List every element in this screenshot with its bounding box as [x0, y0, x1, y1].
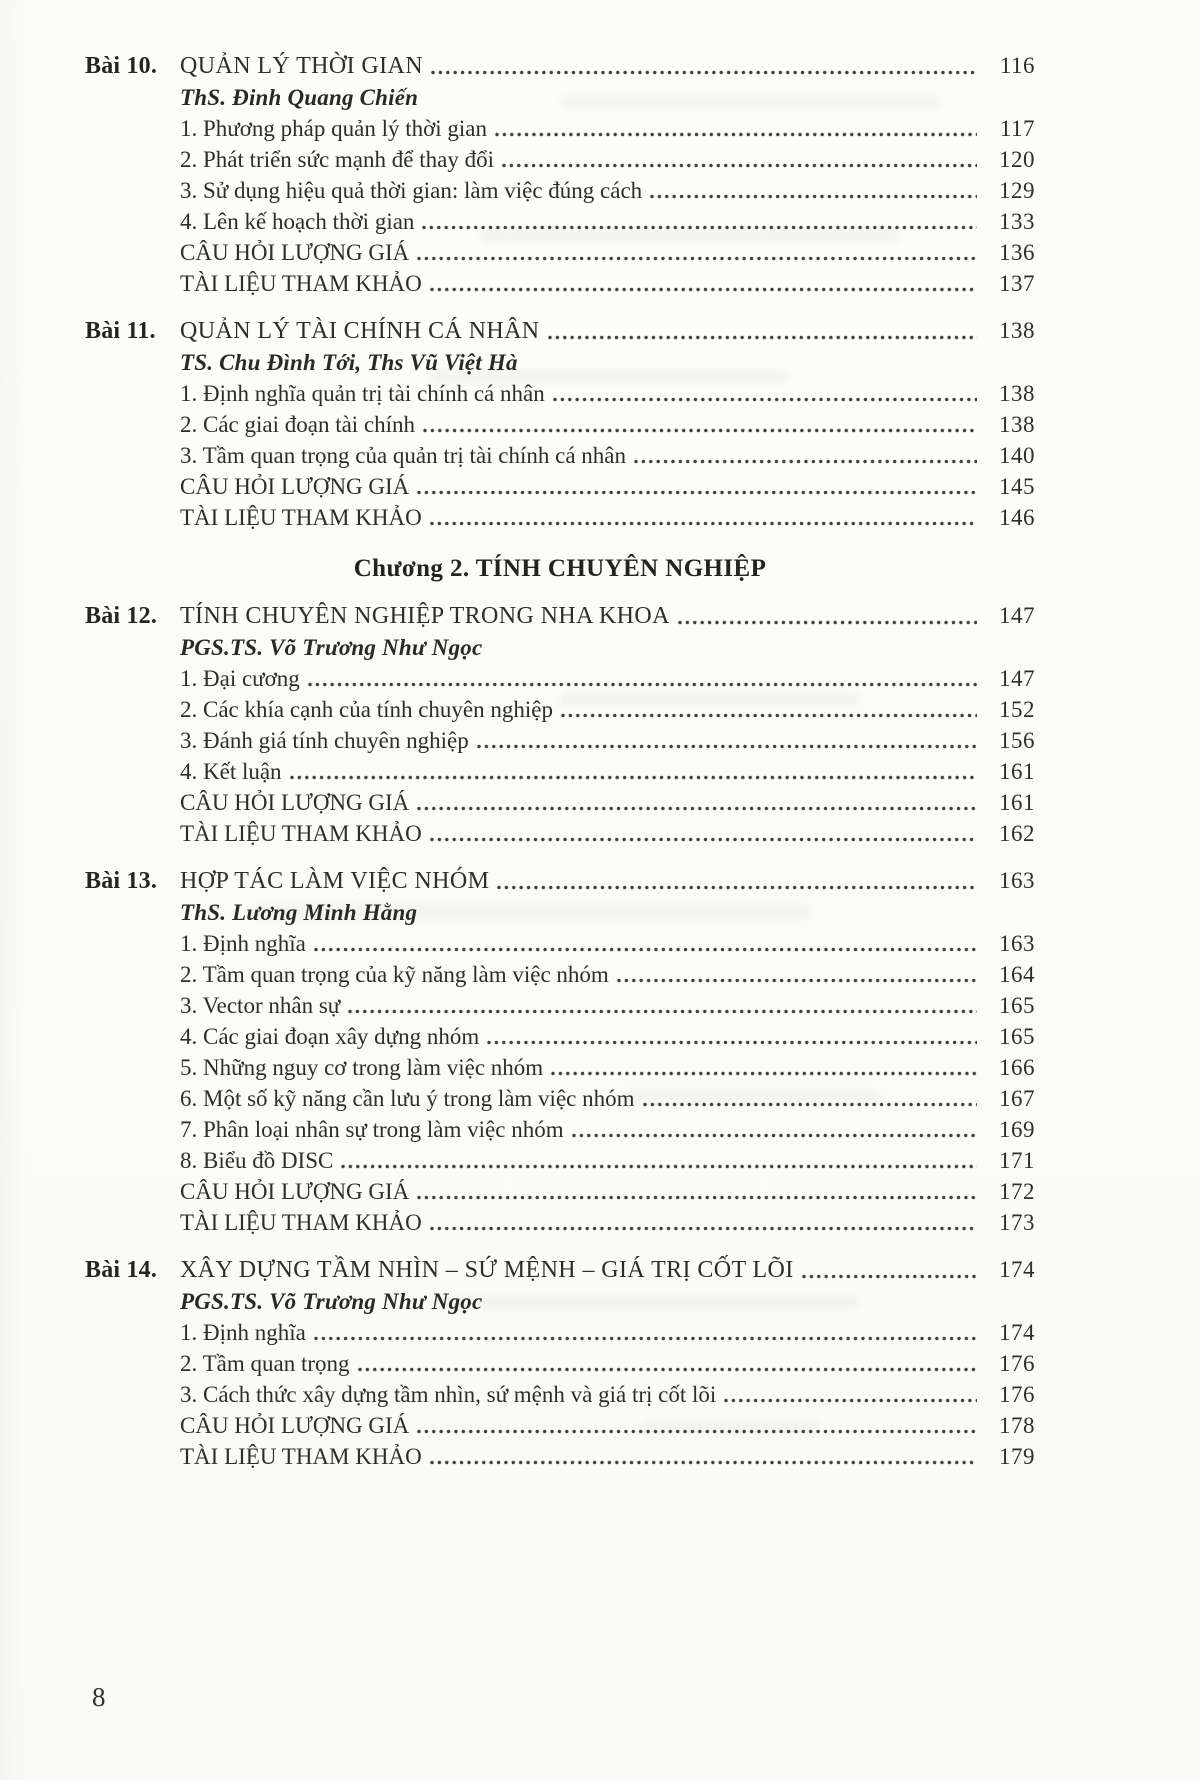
toc-item-entry — [85, 725, 1035, 756]
toc-item-entry — [85, 694, 1035, 725]
dot-leader — [430, 1459, 977, 1466]
page-number: 138 — [999, 318, 1035, 343]
lesson-label: Bài 10. — [85, 53, 158, 79]
dot-leader — [308, 681, 977, 688]
toc-item-entry — [85, 440, 1035, 471]
dot-leader — [314, 1335, 977, 1342]
toc-lesson-entry — [85, 315, 1035, 347]
toc-item-entry — [85, 471, 1035, 502]
toc-lesson-entry — [85, 50, 1035, 82]
toc-item-entry — [85, 1114, 1035, 1145]
item-text: 8. Biểu đồ DISC — [180, 1148, 334, 1173]
page-number: 169 — [999, 1117, 1035, 1142]
author-line: PGS.TS. Võ Trương Như Ngọc — [180, 635, 483, 660]
item-text: 3. Đánh giá tính chuyên nghiệp — [180, 728, 469, 753]
lesson-title: HỢP TÁC LÀM VIỆC NHÓM — [180, 868, 490, 894]
page-number: 173 — [999, 1210, 1035, 1235]
dot-leader — [678, 619, 977, 626]
page-number: 145 — [999, 474, 1035, 499]
item-text: 1. Định nghĩa — [180, 931, 306, 956]
toc-item-entry — [85, 663, 1035, 694]
item-text: 1. Định nghĩa — [180, 1320, 306, 1345]
item-text: 3. Tầm quan trọng của quản trị tài chính cá nhân — [180, 443, 627, 468]
item-text: 2. Tầm quan trọng của kỹ năng làm việc nhóm — [180, 962, 609, 987]
item-text: TÀI LIỆU THAM KHẢO — [180, 1444, 422, 1469]
dot-leader — [724, 1397, 977, 1404]
page-number: 137 — [999, 271, 1035, 296]
toc-item-entry — [85, 1021, 1035, 1052]
page-number: 178 — [999, 1413, 1035, 1438]
toc-item-entry — [85, 787, 1035, 818]
dot-leader — [553, 396, 977, 403]
page-number: 146 — [999, 505, 1035, 530]
dot-leader — [423, 427, 977, 434]
page-number: 166 — [999, 1055, 1035, 1080]
toc-item-entry — [85, 1410, 1035, 1441]
toc-item-entry — [85, 175, 1035, 206]
page-number: 167 — [999, 1086, 1035, 1111]
toc-lesson-entry — [85, 1254, 1035, 1286]
dot-leader — [430, 286, 977, 293]
dot-leader — [548, 334, 977, 341]
dot-leader — [358, 1366, 978, 1373]
item-text: 2. Tầm quan trọng — [180, 1351, 350, 1376]
dot-leader — [430, 836, 977, 843]
dot-leader — [430, 520, 977, 527]
toc-item-entry — [85, 268, 1035, 299]
page-number: 165 — [999, 1024, 1035, 1049]
toc-item-entry — [85, 1176, 1035, 1207]
lesson-label: Bài 14. — [85, 1257, 158, 1283]
toc-item-entry — [85, 928, 1035, 959]
page-number: 164 — [999, 962, 1035, 987]
toc-item-entry — [85, 756, 1035, 787]
lesson-title: XÂY DỰNG TẦM NHÌN – SỨ MỆNH – GIÁ TRỊ CỐT LÕI — [180, 1257, 794, 1283]
item-text: CÂU HỎI LƯỢNG GIÁ — [180, 1413, 410, 1438]
dot-leader — [417, 489, 977, 496]
toc-item-entry — [85, 206, 1035, 237]
toc-item-entry — [85, 378, 1035, 409]
dot-leader — [502, 162, 977, 169]
dot-leader — [487, 1039, 977, 1046]
lesson-title: QUẢN LÝ TÀI CHÍNH CÁ NHÂN — [180, 318, 540, 344]
dot-leader — [290, 774, 977, 781]
page-number: 116 — [999, 53, 1035, 78]
page-number: 176 — [999, 1382, 1035, 1407]
item-text: 5. Những nguy cơ trong làm việc nhóm — [180, 1055, 544, 1080]
table-of-contents — [85, 50, 1035, 1472]
item-text: CÂU HỎI LƯỢNG GIÁ — [180, 790, 410, 815]
toc-item-entry — [85, 1348, 1035, 1379]
page-number: 162 — [999, 821, 1035, 846]
page-number: 161 — [999, 790, 1035, 815]
dot-leader — [348, 1008, 977, 1015]
item-text: CÂU HỎI LƯỢNG GIÁ — [180, 1179, 410, 1204]
toc-item-entry — [85, 113, 1035, 144]
author-line: TS. Chu Đình Tới, Ths Vũ Việt Hà — [180, 350, 518, 375]
page-number: 163 — [999, 931, 1035, 956]
toc-item-entry — [85, 1379, 1035, 1410]
dot-leader — [417, 805, 977, 812]
item-text: 3. Vector nhân sự — [180, 993, 341, 1018]
page-number: 147 — [999, 603, 1035, 628]
lesson-title: QUẢN LÝ THỜI GIAN — [180, 53, 423, 79]
page-number: 147 — [999, 666, 1035, 691]
item-text: TÀI LIỆU THAM KHẢO — [180, 505, 422, 530]
dot-leader — [634, 458, 977, 465]
dot-leader — [341, 1163, 977, 1170]
item-text: CÂU HỎI LƯỢNG GIÁ — [180, 240, 410, 265]
dot-leader — [422, 224, 977, 231]
toc-lesson-entry — [85, 865, 1035, 897]
page-number: 179 — [999, 1444, 1035, 1469]
page-number: 174 — [999, 1320, 1035, 1345]
dot-leader — [430, 1225, 977, 1232]
item-text: 2. Các giai đoạn tài chính — [180, 412, 416, 437]
item-text: 3. Sử dụng hiệu quả thời gian: làm việc đúng cách — [180, 178, 643, 203]
page-number: 171 — [999, 1148, 1035, 1173]
toc-item-entry — [85, 1317, 1035, 1348]
toc-item-entry — [85, 1083, 1035, 1114]
item-text: 4. Các giai đoạn xây dựng nhóm — [180, 1024, 480, 1049]
page-number: 163 — [999, 868, 1035, 893]
item-text: TÀI LIỆU THAM KHẢO — [180, 821, 422, 846]
toc-item-entry — [85, 818, 1035, 849]
author-line: ThS. Lương Minh Hằng — [180, 900, 418, 925]
toc-item-entry — [85, 1052, 1035, 1083]
dot-leader — [497, 884, 977, 891]
dot-leader — [802, 1273, 977, 1280]
page-number: 136 — [999, 240, 1035, 265]
toc-item-entry — [85, 959, 1035, 990]
page-number: 152 — [999, 697, 1035, 722]
dot-leader — [617, 977, 977, 984]
item-text: TÀI LIỆU THAM KHẢO — [180, 1210, 422, 1235]
dot-leader — [417, 1194, 977, 1201]
dot-leader — [417, 1428, 977, 1435]
page-number: 138 — [999, 412, 1035, 437]
lesson-label: Bài 13. — [85, 868, 158, 894]
page-number: 176 — [999, 1351, 1035, 1376]
page-number: 120 — [999, 147, 1035, 172]
folio-page-number: 8 — [92, 1682, 106, 1712]
dot-leader — [650, 193, 977, 200]
page-number: 165 — [999, 993, 1035, 1018]
toc-item-entry — [85, 502, 1035, 533]
toc-lesson-entry — [85, 600, 1035, 632]
toc-item-entry — [85, 409, 1035, 440]
item-text: 6. Một số kỹ năng cần lưu ý trong làm việc nhóm — [180, 1086, 635, 1111]
item-text: 1. Định nghĩa quản trị tài chính cá nhân — [180, 381, 545, 406]
page-number: 140 — [999, 443, 1035, 468]
lesson-label: Bài 11. — [85, 318, 156, 344]
page-number: 161 — [999, 759, 1035, 784]
lesson-title: TÍNH CHUYÊN NGHIỆP TRONG NHA KHOA — [180, 603, 670, 629]
dot-leader — [495, 131, 977, 138]
dot-leader — [572, 1132, 977, 1139]
toc-item-entry — [85, 144, 1035, 175]
toc-item-entry — [85, 990, 1035, 1021]
lesson-label: Bài 12. — [85, 603, 158, 629]
page-number: 133 — [999, 209, 1035, 234]
dot-leader — [431, 69, 977, 76]
page-number: 138 — [999, 381, 1035, 406]
page-number: 117 — [999, 116, 1035, 141]
page-number: 129 — [999, 178, 1035, 203]
item-text: 3. Cách thức xây dựng tầm nhìn, sứ mệnh và giá trị cốt lõi — [180, 1382, 717, 1407]
page-number: 156 — [999, 728, 1035, 753]
dot-leader — [643, 1101, 977, 1108]
item-text: 4. Lên kế hoạch thời gian — [180, 209, 415, 234]
item-text: 2. Phát triển sức mạnh để thay đổi — [180, 147, 494, 172]
page-number: 174 — [999, 1257, 1035, 1282]
toc-item-entry — [85, 1441, 1035, 1472]
item-text: 7. Phân loại nhân sự trong làm việc nhóm — [180, 1117, 564, 1142]
item-text: 2. Các khía cạnh của tính chuyên nghiệp — [180, 697, 553, 722]
item-text: 1. Phương pháp quản lý thời gian — [180, 116, 488, 141]
author-line: PGS.TS. Võ Trương Như Ngọc — [180, 1289, 483, 1314]
dot-leader — [477, 743, 977, 750]
item-text: TÀI LIỆU THAM KHẢO — [180, 271, 422, 296]
toc-item-entry — [85, 1207, 1035, 1238]
item-text: 1. Đại cương — [180, 666, 300, 691]
toc-item-entry — [85, 1145, 1035, 1176]
page-number: 172 — [999, 1179, 1035, 1204]
item-text: CÂU HỎI LƯỢNG GIÁ — [180, 474, 410, 499]
dot-leader — [561, 712, 977, 719]
dot-leader — [551, 1070, 977, 1077]
chapter-heading: Chương 2. TÍNH CHUYÊN NGHIỆP — [353, 555, 767, 582]
toc-item-entry — [85, 237, 1035, 268]
dot-leader — [417, 255, 977, 262]
author-line: ThS. Đinh Quang Chiến — [180, 85, 419, 110]
dot-leader — [314, 946, 977, 953]
item-text: 4. Kết luận — [180, 759, 282, 784]
